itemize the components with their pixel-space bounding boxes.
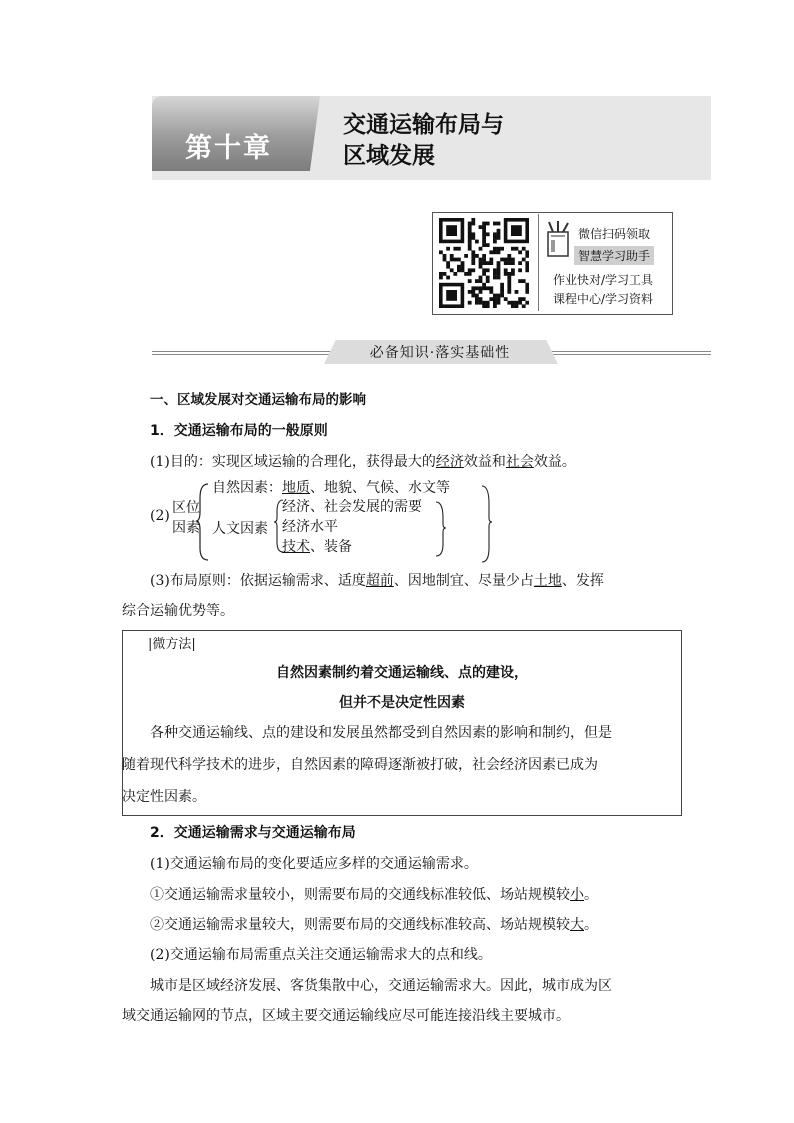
pen-holder-icon [543, 220, 573, 258]
banner-rule-right [548, 351, 711, 355]
qr-divider [538, 214, 539, 311]
human-factor-2: 经济水平 [282, 519, 338, 535]
method-body-line3: 决定性因素。 [122, 789, 206, 805]
factors-label-line2: 因素 [172, 520, 200, 536]
method-body-line1: 各种交通运输线、点的建设和发展虽然都受到自然因素的影响和制约，但是 [150, 725, 612, 741]
blank-technology: 技术 [282, 539, 310, 555]
chapter-label: 第十章 [185, 133, 272, 164]
factors-item-number: (2) [150, 508, 170, 524]
section-banner-text: 必备知识·落实基础性 [369, 345, 511, 361]
qr-text-scan: 微信扫码领取 [578, 227, 651, 241]
method-title-line2: 但并不是决定性因素 [339, 695, 465, 711]
subsection-heading-1: 1．交通运输布局的一般原则 [150, 423, 328, 439]
method-tag: |微方法| [148, 637, 196, 652]
blank-large: 大 [570, 917, 584, 933]
blank-land: 土地 [533, 573, 562, 589]
paragraph-cities-line1: 城市是区域经济发展、客货集散中心，交通运输需求大。因此，城市成为区 [150, 978, 612, 994]
qr-text-courses: 课程中心/学习资料 [553, 292, 654, 306]
natural-factors: 自然因素：地质、地貌、气候、水文等 [212, 480, 450, 496]
chapter-title-line2: 区域发展 [343, 143, 435, 169]
banner-rule-left [152, 351, 334, 355]
blank-small: 小 [570, 887, 584, 903]
paragraph-demand-small: ①交通运输需求量较小，则需要布局的交通线标准较低、场站规模较小。 [150, 887, 598, 903]
human-factor-1: 经济、社会发展的需要 [282, 499, 422, 515]
method-body-line2: 随着现代科学技术的进步，自然因素的障碍逐渐被打破，社会经济因素已成为 [122, 757, 598, 773]
paragraph-purpose: (1)目的：实现区域运输的合理化，获得最大的经济效益和社会效益。 [150, 454, 576, 470]
section-heading: 一、区域发展对交通运输布局的影响 [150, 392, 366, 408]
method-title-line1: 自然因素制约着交通运输线、点的建设， [276, 665, 528, 681]
blank-geology: 地质 [282, 480, 310, 496]
human-factor-3: 技术、装备 [282, 539, 352, 555]
blank-economic: 经济 [435, 454, 464, 470]
subsection-heading-2: 2．交通运输需求与交通运输布局 [150, 825, 356, 841]
human-factors-label: 人文因素 [212, 521, 268, 537]
chapter-title-line1: 交通运输布局与 [343, 112, 504, 138]
paragraph-demand-2: (2)交通运输布局需重点关注交通运输需求大的点和线。 [150, 947, 492, 963]
paragraph-demand-large: ②交通运输需求量较大，则需要布局的交通线标准较高、场站规模较大。 [150, 917, 598, 933]
blank-advance: 超前 [365, 573, 394, 589]
paragraph-cities-line2: 域交通运输网的节点，区域主要交通运输线应尽可能连接沿线主要城市。 [122, 1008, 570, 1024]
factors-label-line1: 区位 [172, 500, 200, 516]
blank-social: 社会 [505, 454, 534, 470]
paragraph-principles-cont: 综合运输优势等。 [122, 603, 234, 619]
paragraph-demand-1: (1)交通运输布局的变化要适应多样的交通运输需求。 [150, 856, 478, 872]
chapter-title [343, 110, 504, 172]
qr-code-icon[interactable] [439, 218, 529, 308]
qr-text-assistant: 智慧学习助手 [574, 246, 654, 265]
qr-text-tools: 作业快对/学习工具 [553, 273, 654, 287]
paragraph-principles: (3)布局原则：依据运输需求、适度超前、因地制宜、尽量少占土地、发挥 [150, 573, 604, 589]
